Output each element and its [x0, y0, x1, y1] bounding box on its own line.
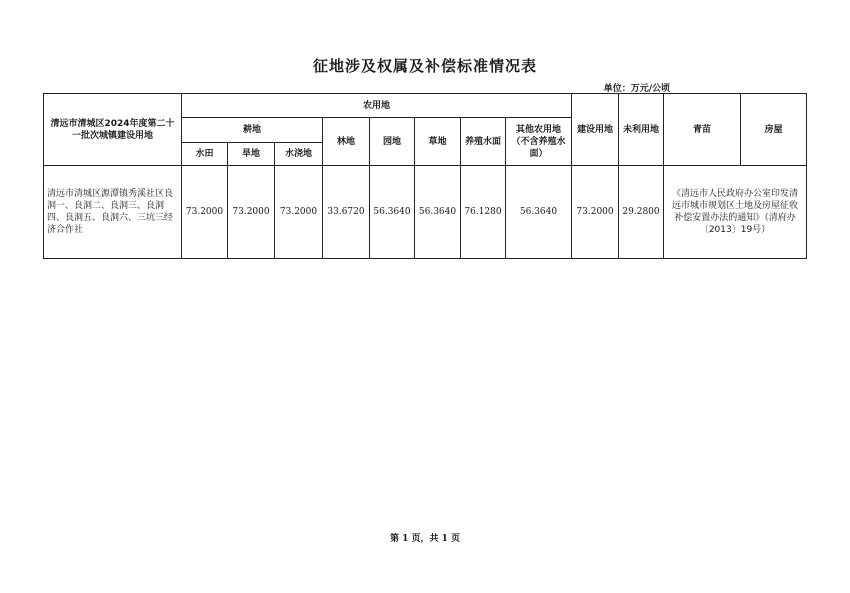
grass-value: 56.3640 — [415, 166, 461, 259]
header-garden-land: 园地 — [370, 118, 415, 166]
header-crops: 青苗 — [664, 94, 741, 166]
header-irrigated-land: 水浇地 — [275, 143, 323, 166]
compensation-table — [43, 93, 807, 259]
paddy-value: 73.2000 — [182, 166, 228, 259]
header-aquaculture-water: 养殖水面 — [461, 118, 506, 166]
header-construction-land: 建设用地 — [572, 94, 619, 166]
unused-value: 29.2800 — [619, 166, 664, 259]
other-agricultural-value: 56.3640 — [506, 166, 572, 259]
header-other-agricultural-land: 其他农用地（不含养殖水面） — [506, 118, 572, 166]
location-cell: 清远市清城区源潭镇秀溪社区良洞一、良洞二、良洞三、良洞四、良洞五、良洞六、三坑三经济合作社 — [44, 166, 182, 259]
aquaculture-value: 76.1280 — [461, 166, 506, 259]
header-unused-land: 未利用地 — [619, 94, 664, 166]
header-agricultural-land: 农用地 — [182, 94, 572, 118]
header-paddy-field: 水田 — [182, 143, 228, 166]
policy-reference: 《清远市人民政府办公室印发清远市城市规划区土地及房屋征收补偿安置办法的通知》（清府办〔2013〕19号） — [664, 166, 807, 259]
page-number: 第 1 页，共 1 页 — [389, 534, 461, 544]
dry-value: 73.2000 — [228, 166, 275, 259]
header-cultivated-land: 耕地 — [182, 118, 323, 143]
header-forest-land: 林地 — [323, 118, 370, 166]
irrigated-value: 73.2000 — [275, 166, 323, 259]
unit-label: 单位：万元/公顷 — [603, 84, 670, 94]
header-region-name: 清远市清城区2024年度第二十一批次城镇建设用地 — [44, 94, 182, 166]
page-title: 征地涉及权属及补偿标准情况表 — [312, 57, 537, 75]
header-grass-land: 草地 — [415, 118, 461, 166]
header-houses: 房屋 — [741, 94, 807, 166]
header-dry-land: 旱地 — [228, 143, 275, 166]
garden-value: 56.3640 — [370, 166, 415, 259]
construction-value: 73.2000 — [572, 166, 619, 259]
forest-value: 33.6720 — [323, 166, 370, 259]
table-row — [44, 166, 807, 259]
